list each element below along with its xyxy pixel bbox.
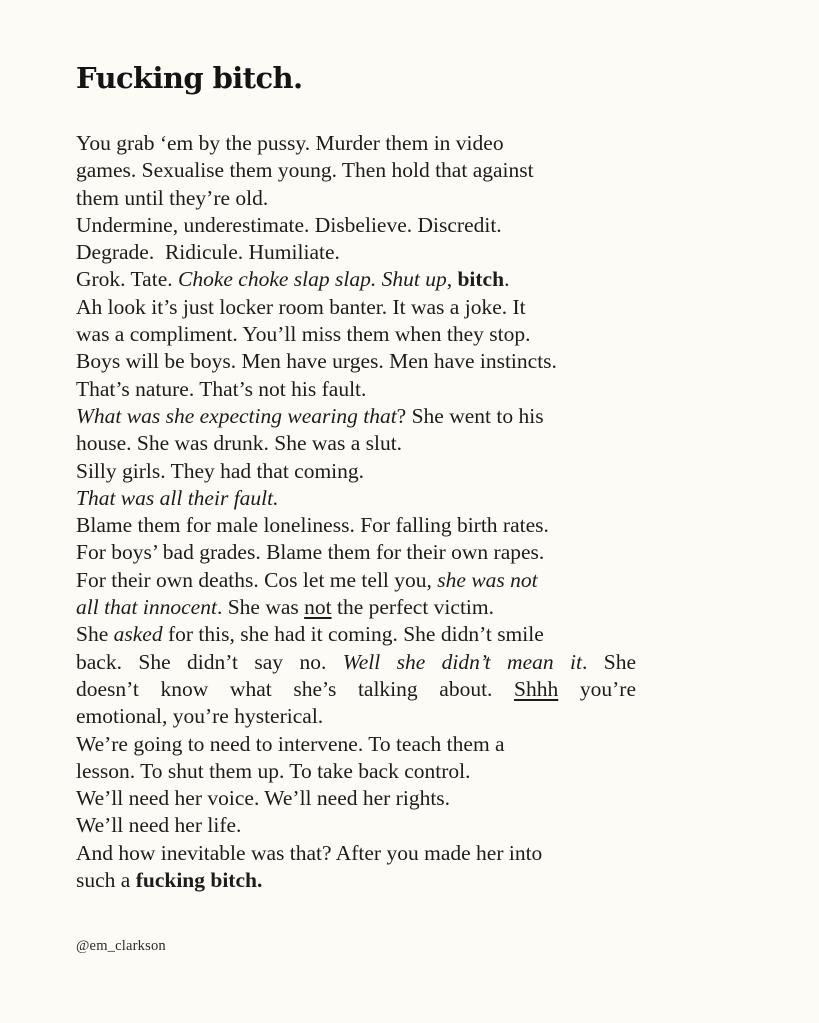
line-text: back. She didn’t say no. xyxy=(76,649,343,674)
line-text: emotional, you’re hysterical. xyxy=(76,704,324,729)
italic-text: That was all their fault. xyxy=(76,485,279,510)
line-text: For their own deaths. Cos let me tell you, xyxy=(76,567,438,592)
line-text: Grok. Tate. xyxy=(76,267,178,292)
poem-line xyxy=(76,157,636,184)
poem-line xyxy=(76,430,636,457)
line-text: And how inevitable was that? After you made her into xyxy=(76,840,543,865)
poem-line xyxy=(76,594,636,621)
poem-title: Fucking bitch. xyxy=(76,61,303,95)
line-text: you’re xyxy=(558,676,636,701)
line-text: We’re going to need to intervene. To teach them a xyxy=(76,731,505,756)
bold-text: bitch xyxy=(457,267,505,292)
poem-line xyxy=(76,348,636,375)
poem-line xyxy=(76,294,636,321)
italic-text: asked xyxy=(113,622,163,647)
poem-line xyxy=(76,321,636,348)
line-text: doesn’t know what she’s talking about. xyxy=(76,676,515,701)
line-text: That’s nature. That’s not his fault. xyxy=(76,376,367,401)
line-text: house. She was drunk. She was a slut. xyxy=(76,431,403,456)
poem-line xyxy=(76,403,636,430)
line-text: for this, she had it coming. She didn’t smile xyxy=(162,622,544,647)
poem-line xyxy=(76,731,636,758)
italic-text: What was she expecting wearing that xyxy=(76,403,397,428)
poem-line xyxy=(76,567,636,594)
author-handle: @em_clarkson xyxy=(76,938,166,954)
line-text: We’ll need her voice. We’ll need her rights. xyxy=(76,786,451,811)
underlined-text: not xyxy=(304,595,332,620)
poem-line xyxy=(76,621,636,648)
poem-line xyxy=(76,512,636,539)
underlined-text: Shhh xyxy=(514,676,559,701)
poem-line xyxy=(76,239,636,266)
poem-line xyxy=(76,785,636,812)
poem-line xyxy=(76,703,636,730)
line-text: Boys will be boys. Men have urges. Men have instincts. xyxy=(76,349,557,374)
line-text: Silly girls. They had that coming. xyxy=(76,458,365,483)
poem-line xyxy=(76,485,636,512)
poem-line xyxy=(76,867,636,894)
italic-text: Well she didn’t mean it xyxy=(342,649,582,674)
bold-text: fucking bitch. xyxy=(135,868,263,893)
line-text: such a xyxy=(76,868,136,893)
poem-line xyxy=(76,840,636,867)
poem-line xyxy=(76,812,636,839)
line-text: lesson. To shut them up. To take back control. xyxy=(76,758,471,783)
poem-line xyxy=(76,758,636,785)
line-text: . She xyxy=(581,649,637,674)
poem-line xyxy=(76,266,636,293)
line-text: Undermine, underestimate. Disbelieve. Discredit. xyxy=(76,212,502,237)
italic-text: all that innocent xyxy=(76,595,217,620)
poem-body xyxy=(76,130,636,894)
line-text: We’ll need her life. xyxy=(76,813,242,838)
poem-line xyxy=(76,376,636,403)
line-text: Degrade. Ridicule. Humiliate. xyxy=(76,240,340,265)
line-text: , xyxy=(446,267,458,292)
line-text: was a compliment. You’ll miss them when they stop. xyxy=(76,322,531,347)
line-text: You grab ‘em by the pussy. Murder them in video xyxy=(76,131,504,155)
line-text: ? She went to his xyxy=(396,403,544,428)
line-text: Ah look it’s just locker room banter. It was a joke. It xyxy=(76,294,526,319)
poem-line xyxy=(76,185,636,212)
poem-line xyxy=(76,539,636,566)
line-text: Blame them for male loneliness. For falling birth rates. xyxy=(76,513,549,538)
line-text: the perfect victim. xyxy=(331,595,494,620)
line-text: For boys’ bad grades. Blame them for their own rapes. xyxy=(76,540,545,565)
italic-text: she was not xyxy=(437,567,538,592)
poem-line xyxy=(76,130,636,157)
poem-line xyxy=(76,212,636,239)
italic-text: Choke choke slap slap. Shut up xyxy=(178,267,447,292)
line-text: games. Sexualise them young. Then hold that against xyxy=(76,158,534,183)
line-text: She xyxy=(76,622,114,647)
poem-line xyxy=(76,649,636,676)
line-text: . She was xyxy=(216,595,305,620)
poem-line xyxy=(76,458,636,485)
line-text: them until they’re old. xyxy=(76,185,269,210)
poem-line xyxy=(76,676,636,703)
line-text: . xyxy=(504,267,510,292)
